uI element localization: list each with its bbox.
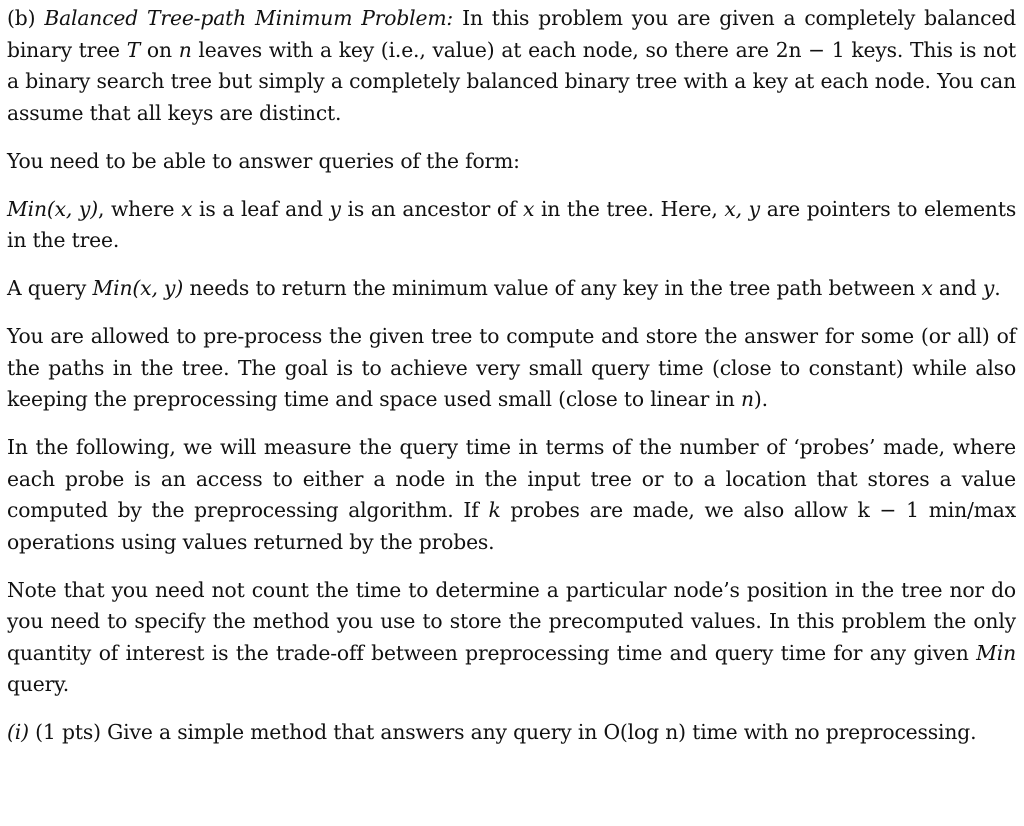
text-run: You need to be able to answer queries of the form: [7,148,520,173]
text-run: probes are made, we also allow [510,498,848,522]
math-var: x [921,276,933,300]
part-label: (b) [7,6,36,30]
math-expr: 2n − 1 [775,37,845,62]
text-run: ). [753,387,768,411]
paragraph-query-definition [7,273,1016,305]
text-run: are pointers to elements in the tree. [7,196,1017,252]
paragraph-queries-intro [7,146,1016,178]
text-run: in the tree. Here, [540,196,718,221]
math-expr: k − 1 [857,498,919,522]
math-var: n [740,387,754,411]
math-expr: O(log n) [603,720,686,744]
text-run: . [994,276,1001,300]
paragraph-note [7,575,1016,701]
paragraph-query-form [7,194,1016,257]
paragraph-probes [7,432,1016,558]
math-expr: Min(x, y) [92,276,184,300]
text-run: query. [7,672,70,696]
text-run: leaves with a key (i.e., value) at each node, so there are [198,37,769,62]
math-var: k [488,498,501,522]
text-run: is an ancestor of [347,196,517,221]
text-run: In this problem you are given a completely balanced binary tree [7,6,1017,62]
math-expr: Min [976,640,1017,665]
math-expr: x, y [724,196,760,221]
question-label: (i) [7,720,29,744]
text-run: is a leaf and [199,196,323,221]
paragraph-preprocessing [7,321,1016,416]
text-run: min/max operations using values returned by the probes. [7,498,1017,554]
math-var: T [126,37,141,62]
paragraph-question-i [7,717,1016,749]
text-run: on [146,37,172,62]
text-run: , where [97,196,175,221]
text-run: In the following, we will measure the query time in terms of the number of ‘probes’ made, where each probe is an access to either a node in the input tree or to a location that stores a value computed by the preprocessing algorithm. If [7,435,1016,522]
math-var: n [178,37,192,62]
text-run: Note that you need not count the time to determine a particular node’s position in the tree nor do you need to specify the method you use to store the precomputed values. In this problem the only quantity of interest is the trade-off between preprocessing time and query time for any given [7,577,1016,665]
text-run: time with no preprocessing. [692,720,977,744]
math-var: x [181,196,193,221]
math-expr: Min(x, y) [7,196,98,221]
text-run: You are allowed to pre-process the given tree to compute and store the answer for some (or all) of the paths in the tree. The goal is to achieve very small query time (close to constant) while also keeping the preprocessing time and space used small (close to linear in [7,324,1016,411]
text-run: (1 pts) Give a simple method that answers any query in [35,720,598,744]
paragraph-problem-statement [7,3,1016,129]
text-run: A query [7,276,87,300]
text-run: keys. This is not a binary search tree but simply a completely balanced binary tree with a key at each node. You can assume that all keys are distinct. [7,37,1017,125]
text-run: and [938,276,977,300]
math-var: y [329,196,341,221]
text-run: needs to return the minimum value of any key in the tree path between [189,276,916,300]
math-var: x [522,196,535,221]
problem-title: Balanced Tree-path Minimum Problem: [44,6,454,30]
math-var: y [982,276,995,300]
